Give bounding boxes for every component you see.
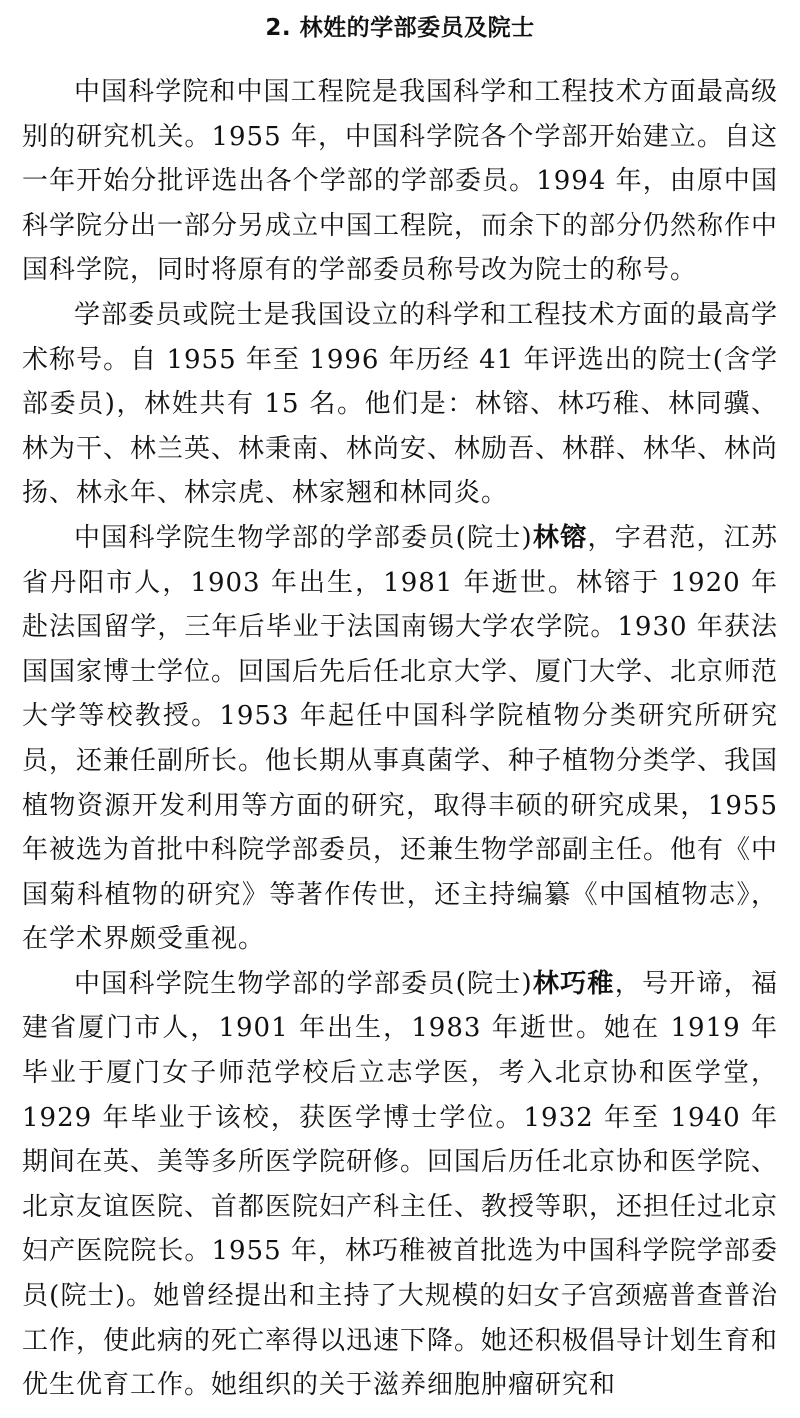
paragraph-lin-qiaozhi	[22, 962, 778, 1408]
paragraph-academies-intro: 中国科学院和中国工程院是我国科学和工程技术方面最高级别的研究机关。1955 年，中国科学院各个学部开始建立。自这一年开始分批评选出各个学部的学部委员。1994 年，由原中国科学院分出一部分另成立中国工程院，而余下的部分仍然称作中国科学院，同时将原有的学部委员称号改为院士的称号。	[22, 77, 779, 286]
paragraph-body: ，号开谛，福建省厦门市人，1901 年出生，1983 年逝世。她在 1919 年毕业于厦门女子师范学校后立志学医，考入北京协和医学堂，1929 年毕业于该校，获医学博士学位。1932 年至 1940 年期间在英、美等多所医学院研修。回国后历任北京协和医学院、北京友谊医院、首都医院妇产科主任、教授等职，还担任过北京妇产医院院长。1955 年，林巧稚被首批选为中国科学院学部委员(院士)。她曾经提出和主持了大规模的妇女子宫颈癌普查普治工作，使此病的死亡率得以迅速下降。她还积极倡导计划生育和优生优育工作。她组织的关于滋养细胞肿瘤研究和	[22, 968, 779, 1401]
paragraph-lead: 中国科学院生物学部的学部委员(院士)	[74, 968, 533, 999]
paragraph-body: ，字君范，江苏省丹阳市人，1903 年出生，1981 年逝世。林镕于 1920 年赴法国留学，三年后毕业于法国南锡大学农学院。1930 年获法国国家博士学位。回国后先后任北京大学、厦门大学、北京师范大学等校教授。1953 年起任中国科学院植物分类研究所研究员，还兼任副所长。他长期从事真菌学、种子植物分类学、我国植物资源开发利用等方面的研究，取得丰硕的研究成果，1955 年被选为首批中科院学部委员，还兼生物学部副主任。他有《中国菊科植物的研究》等著作传世，还主持编纂《中国植物志》，在学术界颇受重视。	[22, 522, 779, 955]
paragraph-lin-rong	[22, 516, 778, 962]
section-title: 2. 林姓的学部委员及院士	[265, 15, 535, 41]
paragraph-lead: 中国科学院生物学部的学部委员(院士)	[74, 522, 533, 553]
person-name-lin-rong: 林镕	[532, 522, 588, 553]
person-name-lin-qiaozhi: 林巧稚	[532, 968, 615, 999]
paragraph-lin-academicians-list: 学部委员或院士是我国设立的科学和工程技术方面的最高学术称号。自 1955 年至 1996 年历经 41 年评选出的院士(含学部委员)，林姓共有 15 名。他们是：林镕、林巧稚、林同骥、林为干、林兰英、林秉南、林尚安、林励吾、林群、林华、林尚扬、林永年、林宗虎、林家翘和林同炎。	[22, 299, 779, 509]
